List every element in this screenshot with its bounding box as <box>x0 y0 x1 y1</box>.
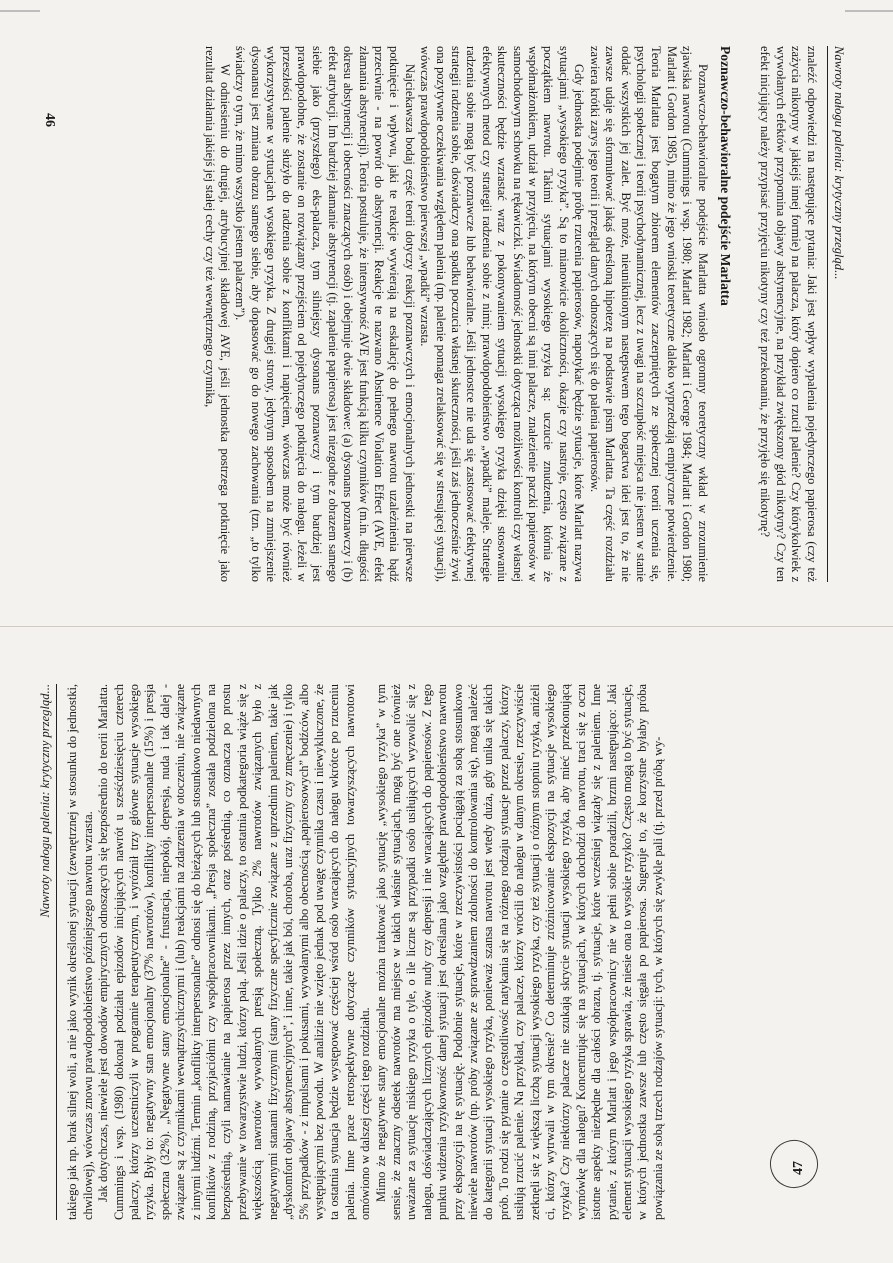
spacer <box>745 46 757 582</box>
page-number: 46 <box>42 113 57 127</box>
paragraph: takiego jak np. brak silnej woli, a nie jako wynik określonej sytuacji (zewnętrznej w stosunku do jednostki, chwilowej), wówczas znowu prawdopodobieństwo późniejszego nawrotu wzrasta. <box>65 684 95 1220</box>
paragraph: Gdy jednostka podejmie próbę rzucenia papierosów, napotykać będzie sytuacje, które Marlatt nazywa sytuacjami „wysokiego ryzyka”. Są to mianowicie okoliczności, okazje czy nastroje, często związane z początkiem nawrotu. Takimi sytuacjami wysokiego ryzyka są: uczucie znudzenia, którnia że współmałżonkiem, udział w przyjęciu, na którym obecni są inni palacze, znalezienie paczki papierosów w samochodowym schowku na rękawiczki. Świadomość jednostki dotycząca możliwości kontroli czy własnej skuteczności będzie wzrastać wraz z pokonywaniem sytuacji wysokiego ryzyka dzięki stosowaniu efektywnych metod czy strategii radzenia sobie z nimi; prawdopodobieństwo „wpadki” maleje. Strategie radzenia sobie mogą być poznawcze lub behawioralne. Jeśli jednostce nie uda się zastosować efektywnej strategii radzenia sobie, doświadczy ona spadku poczucia własnej skuteczności, jeśli zaś jednocześnie żywi ona pozytywne oczekiwania względem palenia (np. palenie pomaga zrelaksować się w stresującej sytuacji), wówczas prawdopodobieństwo pierwszej „wpadki” wzrasta. <box>418 46 587 582</box>
paragraph: Jak dotychczas, niewiele jest dowodów empirycznych odnoszących się bezpośrednio do teorii Marlatta. Cummings i wsp. (1980) dokonał podziału epizodów inicjujących nawrót u sześćdziesięciu czterech palaczy, którzy uczestniczyli w programie terapeutycznym, i wyróżnił trzy główne sytuacje wysokiego ryzyka. Były to: negatywny stan emocjonalny (37% nawrotów), konflikty interpersonalne (15%) i presja społeczna (32%). „Negatywne stany emocjonalne” - frustracja, niepokój, depresja, nuda i tak dalej - związane są z czynnikami wewnątrzsychicznymi i (lub) reakcjami na zdarzenia w otoczeniu, nie związane z innymi ludźmi. Termin „konflikty interpersonalne” odnosi się do bieżących lub stosunkowo niedawnych konfliktów z rodziną, przyjaciółmi czy współpracownikami. „Presja społeczna” została podzielona na bezpośrednią, czyli namawianie na papierosa przez innych, oraz pośrednią, co oznacza po prostu przebywanie w towarzystwie ludzi, którzy palą. Jeśli idzie o palaczy, to ostatnia podkategoria wiąże się z większością nawrotów wywołanych presją społeczną. Tylko 2% nawrotów związanych było z negatywnymi stanami fizycznymi (stany fizyczne specyficznie związane z uprzednim paleniem, takie jak „dyskomfort objawy abstynencyjnych”, i inne, takie jak ból, choroba, uraz fizyczny czy zmęczenie) i tylko 5% przypadków - z impulsami i pokusami, wywołanymi albo obecnością „papierosowych” bodźców, albo występującymi bez powodu. W analizie nie wzięto jednak pod uwagę czynnika czasu i niewykluczone, że ta ostatnia sytuacja będzie występować częściej wśród osób wracających do nałogu wkrótce po rzuceniu palenia. Inne prace retrospektywne dotyczące czynników sytuacyjnych towarzyszących nawrotowi omówiono w dalszej części tego rozdziału. <box>96 684 373 1220</box>
section-heading: Poznawczo-behawioralne podejście Marlatta <box>717 46 733 306</box>
page-47-content <box>24 648 864 1248</box>
paragraph: Mimo że negatywne stany emocjonalne można traktować jako sytuację „wysokiego ryzyka” w tym sensie, że znaczny odsetek nawrotów ma miejsce w takich właśnie sytuacjach, mogą być one również uważane za sytuację niskiego ryzyka o tyle, o ile liczne są przypadki osób usiłujących wyzwolić się z nałogu, doświadczających licznych epizodów nudy czy depresji i nie wracających do papierosów. Z tego punktu widzenia ryzykowność danej sytuacji jest określana jako względne prawdopodobieństwo nawrotu przy ekspozycji na tę sytuację. Podobnie sytuacje, które w rzeczywistości pociągają za sobą stosunkowo niewiele nawrotów (np. próby związane ze sprawdzaniem zdolności do kontrolowania się), mogą należeć do kategorii sytuacji wysokiego ryzyka, ponieważ szansa nawrotu jest wtedy duża, gdy unika się takich prób. To rodzi się pytanie o częstotliwość natykania się na różnego rodzaju sytuacje przez palaczy, którzy usiłują rzucić palenie. Na przykład, czy palacze, którzy wrócili do nałogu w danym okresie, rzeczywiście zetknęli się z większą liczbą sytuacji wysokiego ryzyka, czy też sytuacji o różnym stopniu ryzyka, aniżeli ci, którzy wytrwali w tym okresie? Co determinuje zróżnicowanie ekspozycji na sytuacje wysokiego ryzyka? Czy niektórzy palacze nie szukają skrycie sytuacji wysokiego ryzyka, aby mieć przekonującą wymówkę dla nałogu? Koncentrując się na sytuacjach, w których dochodzi do nawrotu, traci się z oczu istotne aspekty niezbędne dla całości obrazu, tj. sytuacje, które wcześniej wiązały się z paleniem. Inne pytanie, z którym Marlatt i jego współpracownicy nie w pełni sobie poradzili, brzmi następująco: Jaki element sytuacji wysokiego ryzyka sprawia, że niesie ona to wysokie ryzyko? Często mogą to być sytuacje, w których jednostka zawsze lub często sięgała po papierosa. Sugeruje to, że korzystne byłaby próba powiązania ze sobą trzech rodzajów sytuacji: tych, w których się zwykle pali (tj. przed próbą wy- <box>373 684 665 1220</box>
page-number: 47 <box>791 1161 806 1175</box>
intro-paragraph: znaleźć odpowiedzi na następujące pytania: Jaki jest wpływ wypalenia pojedynczego papierosa (czy też zażycia nikotyny w jakiejś innej formie) na palacza, który dopiero co rzucił palenie? Czy którykolwiek z wywołanych efektów przypomina objawy abstynencyjne, na przykład zwiększony głód nikotyny? Czy ten efekt inicjujący należy przypisać przyjęciu nikotyny czy też przekonaniu, że przyjęło się nikotynę? <box>758 46 819 582</box>
running-head: Nawroty nałogu palenia: krytyczny przegląd... <box>827 46 846 582</box>
paragraph: Poznawczo-behawioralne podejście Marlatta wniosło ogromny teoretyczny wkład w zrozumienie zjawiska nawrotu (Cummings i wsp. 1980; Marlatt 1982; Marlatt i George 1984; Marlatt i Gordon 1980; Marlatt i Gordon 1985), mimo że jego wnioski teoretyczne daleko wyprzedzają empiryczne potwierdzenie. Teoria Marlatta jest bogatym zbiorem elementów zaczerpniętych ze społecznej teorii uczenia się, psychologii społecznej i teorii psychodynamicznej, lecz z uwagi na szczupłość miejsca nie jestem w stanie oddać wszystkich jej zalet. Być może, nieuniknionym następstwem tego bogactwa idei jest to, że nie zawsze udaje się sformułować jakąś określoną hipotezę na podstawie pism Marlatta. Ta część rozdziału zawiera krótki zarys jego teorii i przegląd danych odnoszących się do palenia papierosów. <box>587 46 710 582</box>
page-fold <box>0 626 893 627</box>
running-head: Nawroty nałogu palenia: krytyczny przegląd... <box>38 684 57 1220</box>
paragraph: Najciekawsza bodaj część teorii dotyczy reakcji poznawczych i emocjonalnych jednostki na pierwsze potknięcie i wpływu, jaki te reakcje wywierają na eskalację do pełnego nawrotu uzależnienia bądź przeciwnie - na powrót do abstynencji. Reakcje te nazwano Abstinence Violation Effect (AVE, efekt złamania abstynencji). Teoria postuluje, że intensywność AVE jest funkcją kilku czynników (m.in. długości okresu abstynencji i obecności znaczących osób) i obejmuje dwie składowe: (a) dysonans poznawczy i (b) efekt atrybucji. Im bardziej złamanie abstynencji (tj. zapalenie papierosa) jest niezgodne z obrazem samego siebie jako (przyszłego) eks-palacza, tym silniejszy dysonans poznawczy i tym bardziej jest prawdopodobne, że zostanie on rozwiązany przejściem od pojedynczego potknięcia do nałogu. Jeżeli w przeszłości palenie służyło do radzenia sobie z konfliktami i napięciem, wówczas może być również wykorzystywane w sytuacjach wysokiego ryzyka. Z drugiej strony, jedynym sposobem na zmniejszenie dysonansu jest zmiana obrazu samego siebie, aby dopasować go do nowego zachowania (tzn. „to tylko świadczy o tym, że mimo wszystko jestem palaczem”). <box>233 46 417 582</box>
paragraph: W odniesieniu do drugiej, atrybucyjnej składowej AVE, jeśli jednostka postrzega potknięcie jako rezultat działania jakiejś jej stałej cechy czy też wewnętrznego czynnika, <box>202 46 232 582</box>
page-46-content <box>0 18 860 618</box>
page-46 <box>0 8 893 628</box>
page-47 <box>0 640 893 1260</box>
